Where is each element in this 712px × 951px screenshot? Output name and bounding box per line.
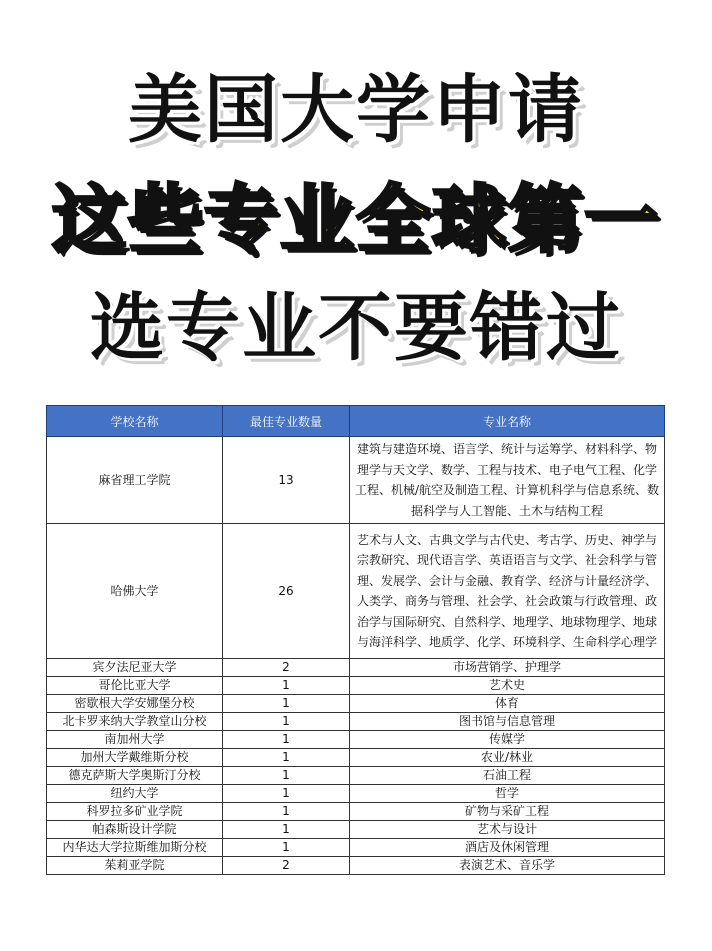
school-name: 密歇根大学安娜堡分校 (47, 695, 223, 713)
table-row (47, 839, 665, 857)
table-row (47, 524, 665, 659)
major-count: 2 (223, 659, 350, 677)
school-name: 内华达大学拉斯维加斯分校 (47, 839, 223, 857)
table-row (47, 659, 665, 677)
header-school: 学校名称 (47, 406, 223, 437)
school-name: 纽约大学 (47, 785, 223, 803)
major-count: 1 (223, 785, 350, 803)
major-count: 1 (223, 839, 350, 857)
major-list: 艺术史 (350, 677, 665, 695)
school-name: 哈佛大学 (47, 524, 223, 659)
major-count: 1 (223, 821, 350, 839)
major-count: 1 (223, 767, 350, 785)
school-name: 哥伦比亚大学 (47, 677, 223, 695)
headline-line-3: 选专业不要错过 (90, 285, 622, 371)
school-name: 德克萨斯大学奥斯汀分校 (47, 767, 223, 785)
major-list: 艺术与人文、古典文学与古代史、考古学、历史、神学与宗教研究、现代语言学、英语语言与文学、社会科学与管理、发展学、会计与金融、教育学、经济与计量经济学、人类学、商务与管理、社会学、社会政策与行政管理、政治学与国际研究、自然科学、地理学、地球物理学、地球与海洋科学、地质学、化学、环境科学、生命科学心理学 (350, 524, 665, 659)
table-row (47, 749, 665, 767)
major-list: 市场营销学、护理学 (350, 659, 665, 677)
table-row (47, 803, 665, 821)
major-count: 2 (223, 857, 350, 875)
major-count: 1 (223, 731, 350, 749)
header-count: 最佳专业数量 (223, 406, 350, 437)
table-row (47, 767, 665, 785)
major-count: 26 (223, 524, 350, 659)
major-list: 酒店及休闲管理 (350, 839, 665, 857)
school-name: 南加州大学 (47, 731, 223, 749)
major-count: 1 (223, 713, 350, 731)
header-majors: 专业名称 (350, 406, 665, 437)
major-count: 13 (223, 437, 350, 524)
major-list: 体育 (350, 695, 665, 713)
table-row (47, 821, 665, 839)
major-list: 农业/林业 (350, 749, 665, 767)
major-count: 1 (223, 803, 350, 821)
headline-line-2: 这些专业全球第一 (52, 177, 660, 263)
major-list: 图书馆与信息管理 (350, 713, 665, 731)
major-count: 1 (223, 677, 350, 695)
table-row (47, 437, 665, 524)
school-name: 宾夕法尼亚大学 (47, 659, 223, 677)
major-count: 1 (223, 695, 350, 713)
school-name: 帕森斯设计学院 (47, 821, 223, 839)
major-list: 石油工程 (350, 767, 665, 785)
major-list: 表演艺术、音乐学 (350, 857, 665, 875)
major-list: 建筑与建造环境、语言学、统计与运筹学、材料科学、物理学与天文学、数学、工程与技术、电子电气工程、化学工程、机械/航空及制造工程、计算机科学与信息系统、数据科学与人工智能、土木与结构工程 (350, 437, 665, 524)
headline-line-1: 美国大学申请 (128, 67, 584, 153)
school-name: 科罗拉多矿业学院 (47, 803, 223, 821)
table-row (47, 785, 665, 803)
school-name: 茱莉亚学院 (47, 857, 223, 875)
school-name: 加州大学戴维斯分校 (47, 749, 223, 767)
table-row (47, 677, 665, 695)
table-header-row (47, 406, 665, 437)
table-row (47, 731, 665, 749)
school-name: 北卡罗来纳大学教堂山分校 (47, 713, 223, 731)
table-row (47, 857, 665, 875)
major-list: 传媒学 (350, 731, 665, 749)
table-row (47, 695, 665, 713)
major-list: 哲学 (350, 785, 665, 803)
major-list: 艺术与设计 (350, 821, 665, 839)
major-count: 1 (223, 749, 350, 767)
major-list: 矿物与采矿工程 (350, 803, 665, 821)
table-row (47, 713, 665, 731)
school-name: 麻省理工学院 (47, 437, 223, 524)
majors-ranking-table (46, 405, 665, 875)
